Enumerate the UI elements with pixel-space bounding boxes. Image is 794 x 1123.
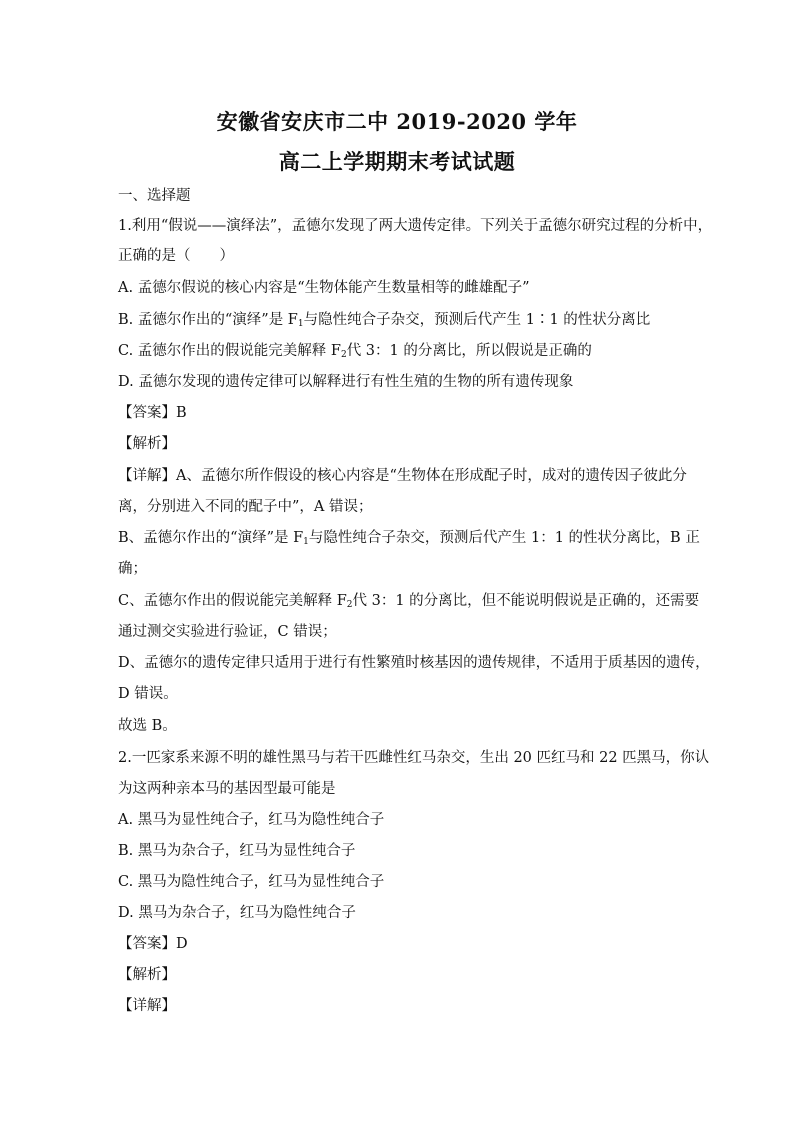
q2-option-b: B. 黑马为杂合子，红马为显性纯合子: [118, 843, 356, 859]
title-line-2: 高二上学期期末考试试题: [278, 149, 516, 174]
section-heading: 一、选择题: [118, 188, 191, 204]
q1-answer: 【答案】B: [118, 405, 187, 421]
q2-analysis-label: 【解析】: [118, 967, 176, 983]
q1-analysis-label: 【解析】: [118, 436, 176, 452]
q1-option-d: D. 孟德尔发现的遗传定律可以解释进行有性生殖的生物的所有遗传现象: [118, 374, 574, 390]
title-line-1: 安徽省安庆市二中 2019-2020 学年: [216, 109, 578, 134]
q1-stem-line-2: 正确的是（ ）: [118, 248, 234, 264]
q2-detail-label: 【详解】: [118, 998, 176, 1014]
q1-detail-line-6: 通过测交实验进行验证，C 错误；: [118, 624, 337, 640]
q1-detail-line-5-text-1: C、孟德尔作出的假说能完美解释 F: [118, 593, 347, 609]
q1-detail-line-5-text-2: 代 3：1 的分离比，但不能说明假说是正确的，还需要: [352, 593, 700, 609]
q1-stem-line-1: 1.利用“假说——演绎法”，孟德尔发现了两大遗传定律。下列关于孟德尔研究过程的分析中，: [118, 218, 713, 234]
q1-detail-line-3-subscript: 1: [303, 537, 309, 547]
q1-conclusion: 故选 B。: [118, 718, 177, 734]
q2-option-c: C. 黑马为隐性纯合子，红马为显性纯合子: [118, 874, 385, 890]
q2-stem-line-2: 为这两种亲本马的基因型最可能是: [118, 781, 336, 797]
q1-option-b-subscript: 1: [297, 319, 304, 329]
q1-option-b-text-2: 与隐性纯合子杂交，预测后代产生 1∶1 的性状分离比: [303, 312, 651, 328]
q1-detail-line-3-text-1: B、孟德尔作出的“演绎”是 F: [118, 530, 304, 546]
q1-detail-line-7: D、孟德尔的遗传定律只适用于进行有性繁殖时核基因的遗传规律，不适用于质基因的遗传，: [118, 655, 710, 671]
q1-detail-line-8: D 错误。: [118, 686, 178, 702]
q1-option-c-text-2: 代 3：1 的分离比，所以假说是正确的: [346, 343, 592, 359]
q1-option-b-text-1: B. 孟德尔作出的“演绎”是 F: [118, 312, 298, 328]
q2-answer: 【答案】D: [118, 936, 188, 952]
q1-detail-line-4: 确；: [118, 561, 147, 577]
q1-detail-line-3-text-2: 与隐性纯合子杂交，预测后代产生 1：1 的性状分离比，B 正: [308, 530, 700, 546]
q2-option-a: A. 黑马为显性纯合子，红马为隐性纯合子: [118, 812, 385, 828]
q1-detail-line-5-subscript: 2: [346, 600, 353, 610]
q1-option-c-text-1: C. 孟德尔作出的假说能完美解释 F: [118, 343, 341, 359]
q2-option-d: D. 黑马为杂合子，红马为隐性纯合子: [118, 905, 356, 921]
q1-option-a: A. 孟德尔假说的核心内容是“生物体能产生数量相等的雌雄配子”: [118, 280, 530, 296]
q1-option-b: [118, 310, 688, 330]
q1-detail-line-3: [118, 528, 700, 548]
q2-stem-line-1: 2.一匹家系来源不明的雄性黑马与若干匹雌性红马杂交，生出 20 匹红马和 22 匹黑马，你认: [118, 750, 710, 766]
q1-option-c-subscript: 2: [340, 350, 347, 360]
q1-detail-line-5: [118, 591, 700, 611]
q1-detail-line-2: 离，分别进入不同的配子中”，A 错误；: [118, 499, 373, 515]
q1-option-c: [118, 341, 688, 361]
q1-detail-line-1: 【详解】A、孟德尔所作假设的核心内容是“生物体在形成配子时，成对的遗传因子彼此分: [118, 468, 687, 484]
